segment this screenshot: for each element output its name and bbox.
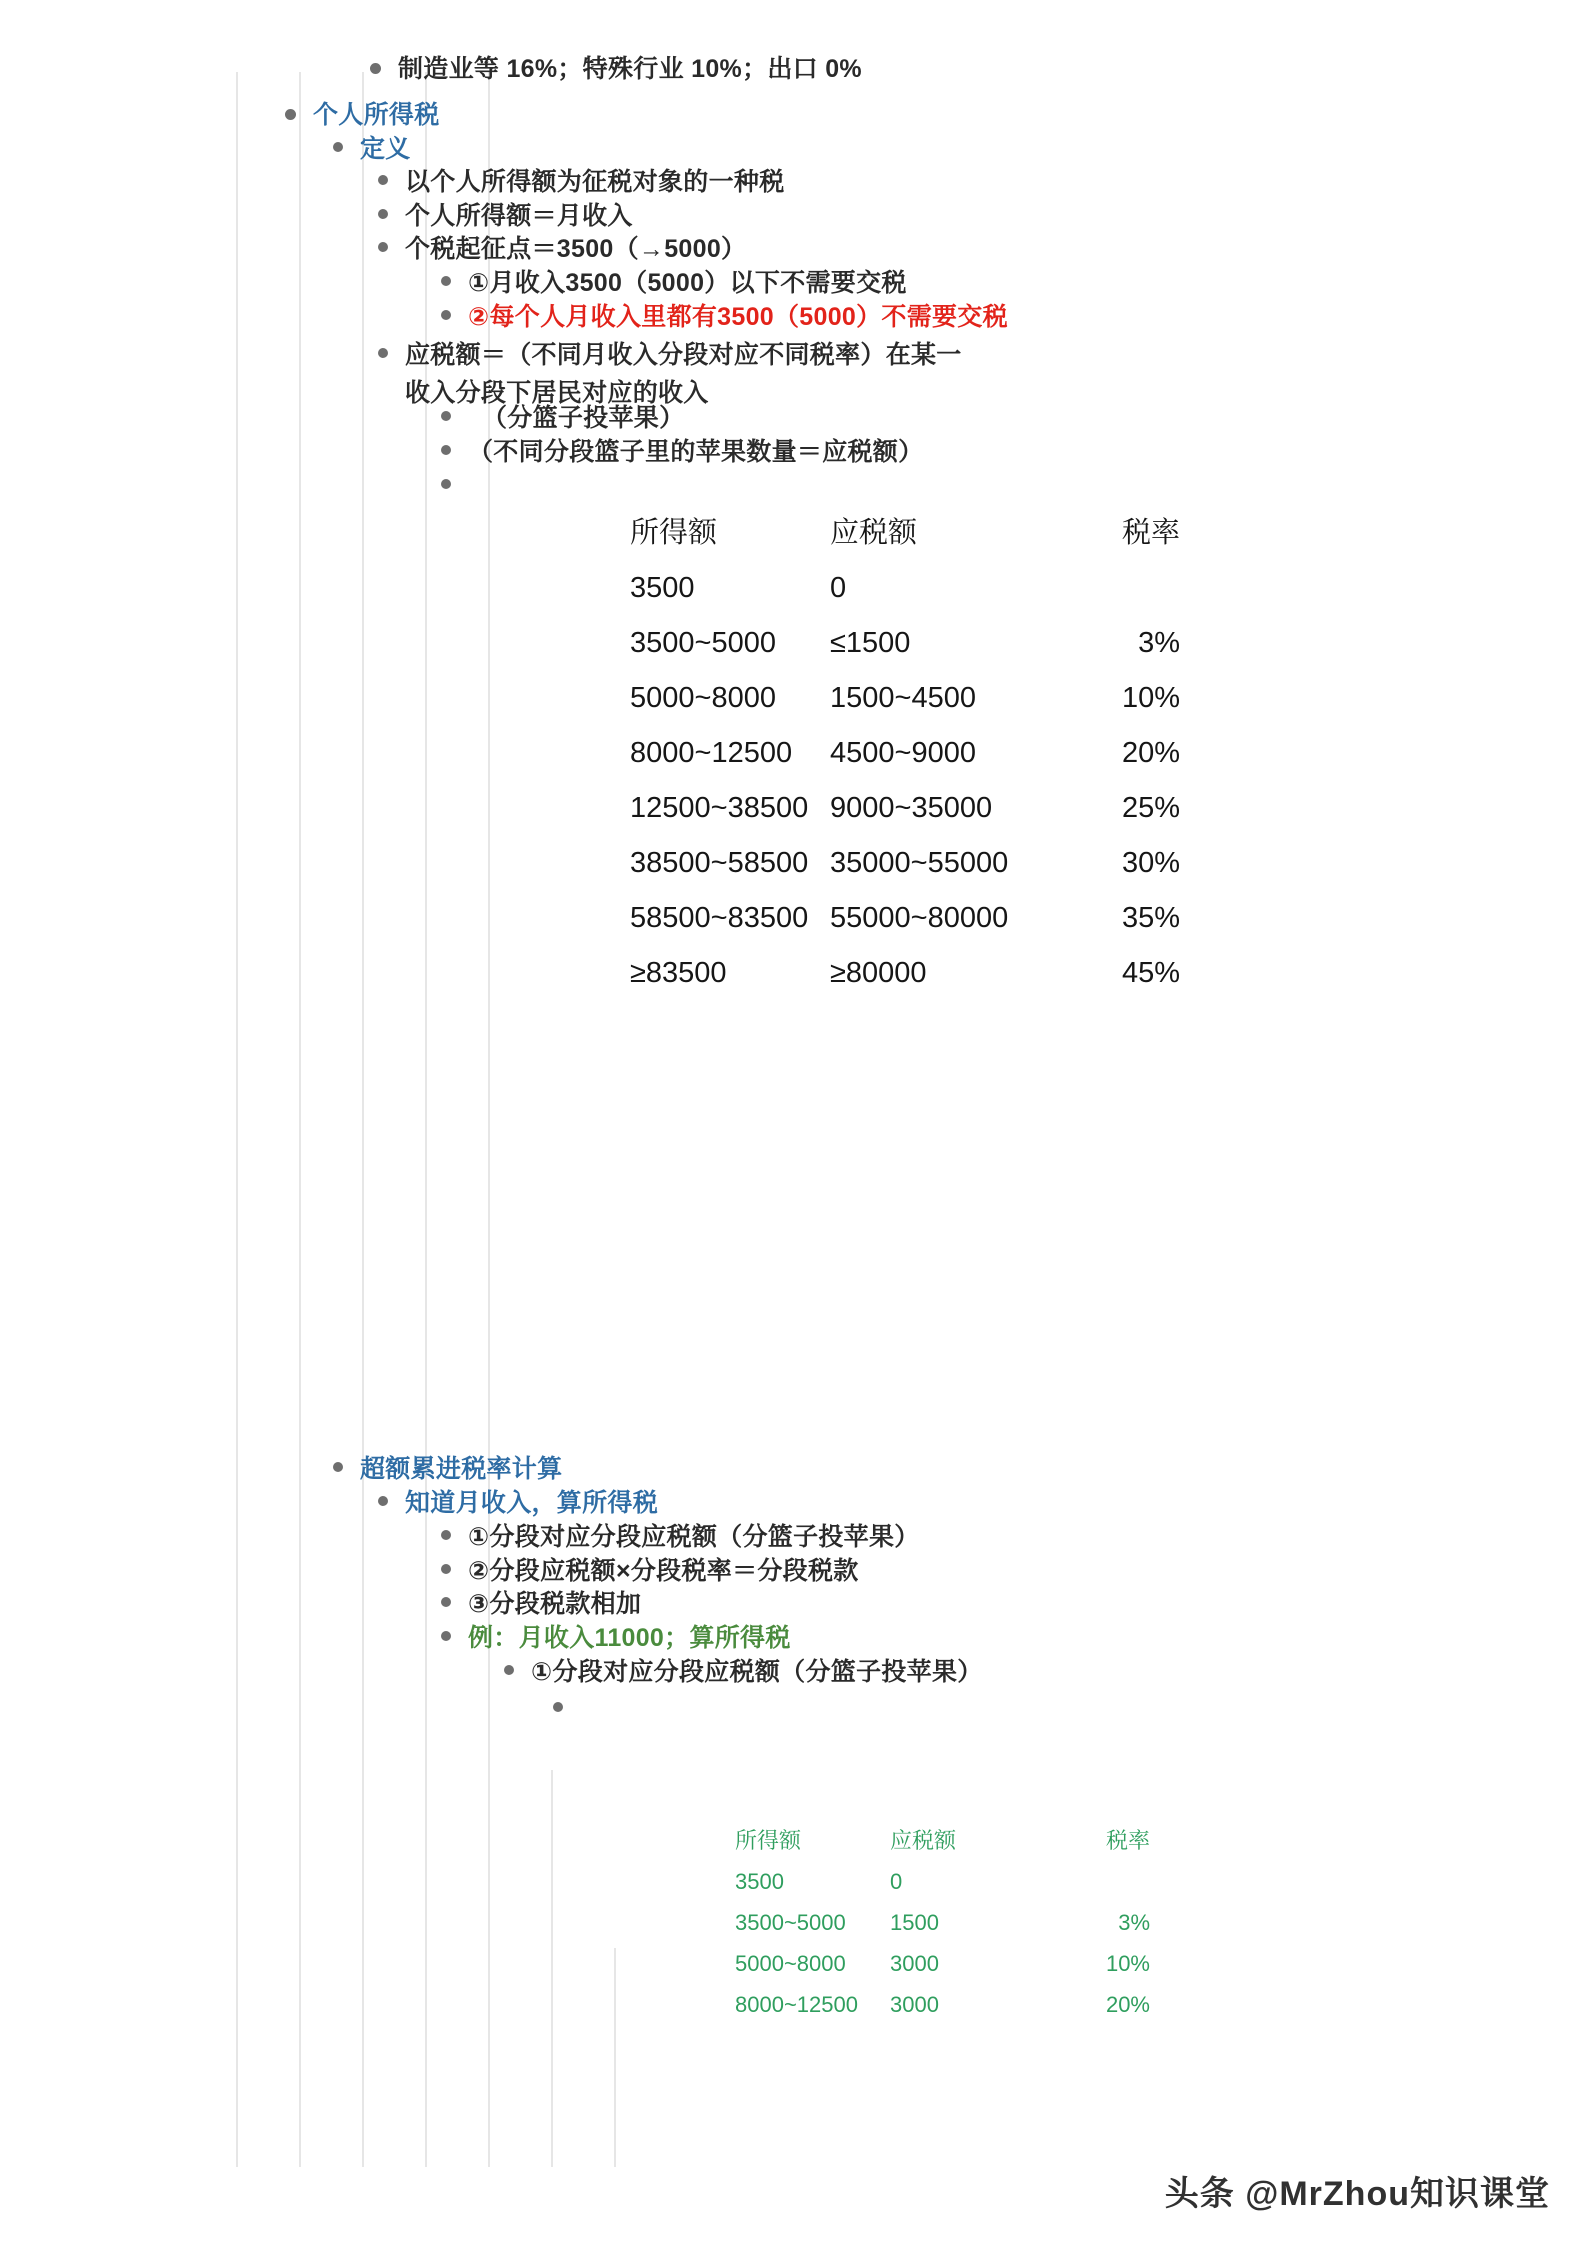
outline-item-threshold-note-2[interactable] <box>441 298 1008 336</box>
outline-text: 知道月收入，算所得税 <box>405 1489 659 1517</box>
outline-item-threshold-note-1[interactable] <box>441 264 907 302</box>
table-row <box>630 615 1180 670</box>
table-cell: 30% <box>1121 846 1180 879</box>
table-cell: 3500 <box>630 571 695 604</box>
outline-item-metaphor-2[interactable] <box>441 433 923 471</box>
outline-text: 例：月收入11000；算所得税 <box>468 1624 791 1652</box>
bullet-icon <box>441 1530 451 1540</box>
outline-item-metaphor-1[interactable] <box>441 399 684 437</box>
outline-item-threshold[interactable] <box>378 230 746 268</box>
table-row <box>630 945 1180 1000</box>
indent-rail-6 <box>551 1948 553 2167</box>
table-row <box>630 725 1180 780</box>
table-cell: ≥80000 <box>830 956 927 989</box>
bullet-icon <box>378 1496 388 1506</box>
outline-item-step-1[interactable] <box>441 1518 920 1556</box>
table-cell: 12500~38500 <box>630 791 809 824</box>
table-cell: 3% <box>1138 626 1180 659</box>
table-cell: 8000~12500 <box>735 1991 858 2017</box>
outline-text: 个人所得税 <box>313 101 440 129</box>
table-cell: 3500~5000 <box>735 1909 846 1935</box>
outline-item-example[interactable] <box>441 1619 791 1657</box>
outline-item-table-host[interactable] <box>441 467 468 489</box>
table-cell: 45% <box>1121 956 1180 989</box>
bullet-icon <box>441 1564 451 1574</box>
indent-rail-7 <box>614 1948 616 2167</box>
table-cell: 10% <box>1105 1950 1150 1976</box>
outline-item-step-3[interactable] <box>441 1585 641 1623</box>
indent-rail-1 <box>236 72 238 2167</box>
table-cell: 4500~9000 <box>830 736 976 769</box>
bullet-icon <box>378 242 388 252</box>
outline-item-progressive-calc[interactable] <box>333 1450 562 1488</box>
bullet-icon <box>441 276 451 286</box>
table-row <box>630 835 1180 890</box>
bullet-icon <box>378 209 388 219</box>
table-cell: 3% <box>1118 1909 1150 1935</box>
bullet-icon <box>378 175 388 185</box>
column-header: 所得额 <box>735 1827 802 1853</box>
table-header-row <box>735 1820 1150 1861</box>
bullet-icon <box>441 1597 451 1607</box>
table-cell: 38500~58500 <box>630 846 809 879</box>
outline-text: ①月收入3500（5000）以下不需要交税 <box>468 269 907 297</box>
outline-text: 以个人所得额为征税对象的一种税 <box>405 168 785 196</box>
outline-item-vat-rates[interactable] <box>370 50 862 88</box>
outline-text: （分篮子投苹果） <box>482 404 685 432</box>
outline-item-def-line-1[interactable] <box>378 163 785 201</box>
bullet-icon <box>378 348 388 358</box>
outline-text: ③分段税款相加 <box>468 1590 642 1618</box>
table-row <box>735 1943 1150 1984</box>
bracket-table-main <box>630 505 1180 1000</box>
table-cell: 1500~4500 <box>830 681 976 714</box>
table-row <box>735 1861 1150 1902</box>
outline-text: ①分段对应分段应税额（分篮子投苹果） <box>531 1658 983 1686</box>
table-cell: ≥83500 <box>630 956 727 989</box>
table-cell: 35000~55000 <box>830 846 1009 879</box>
indent-rail-sub-c <box>551 1770 553 1960</box>
bullet-icon <box>333 1462 343 1472</box>
outline-text: 个税起征点＝3500（→5000） <box>405 235 747 263</box>
table-cell: 3000 <box>890 1991 939 2017</box>
bullet-icon <box>441 445 451 455</box>
bullet-icon <box>333 142 343 152</box>
table-cell: 58500~83500 <box>630 901 809 934</box>
table-cell: 1500 <box>890 1909 939 1935</box>
outline-text: ①分段对应分段应税额（分篮子投苹果） <box>468 1523 920 1551</box>
column-header: 税率 <box>1121 516 1180 549</box>
table-cell: 8000~12500 <box>630 736 793 769</box>
table-cell: 0 <box>830 571 847 604</box>
bullet-icon <box>441 411 451 421</box>
outline-text: 应税额＝（不同月收入分段对应不同税率）在某一收入分段下居民对应的收入 <box>405 341 962 407</box>
table-row <box>735 1902 1150 1943</box>
bullet-icon <box>285 109 296 120</box>
outline-item-table-host-example[interactable] <box>553 1690 580 1712</box>
outline-item-personal-income-tax[interactable] <box>285 96 440 134</box>
bullet-icon <box>441 1631 451 1641</box>
table-cell: 20% <box>1121 736 1180 769</box>
table-cell: 55000~80000 <box>830 901 1009 934</box>
table-header-row <box>630 505 1180 560</box>
bullet-icon <box>553 1702 563 1712</box>
table-cell: 25% <box>1121 791 1180 824</box>
table-cell <box>1060 560 1180 615</box>
table-cell: 5000~8000 <box>630 681 776 714</box>
bullet-icon <box>441 310 451 320</box>
table-cell: 5000~8000 <box>735 1950 846 1976</box>
table-row <box>630 780 1180 835</box>
table-cell: 10% <box>1121 681 1180 714</box>
indent-rail-2 <box>299 72 301 2167</box>
indent-rail-3 <box>362 72 364 2167</box>
table-cell: 3500~5000 <box>630 626 776 659</box>
bracket-table-example <box>735 1820 1150 2025</box>
table-cell: 3500 <box>735 1868 784 1894</box>
table-cell: 35% <box>1121 901 1180 934</box>
table-row <box>630 560 1180 615</box>
outline-text: ②分段应税额×分段税率＝分段税款 <box>468 1557 859 1585</box>
table-cell: 0 <box>890 1868 903 1894</box>
outline-text: 定义 <box>360 135 411 163</box>
column-header: 税率 <box>1105 1827 1150 1853</box>
column-header: 应税额 <box>890 1827 957 1853</box>
outline-text: 制造业等 16%；特殊行业 10%；出口 0% <box>398 55 862 83</box>
outline-item-example-step-1[interactable] <box>504 1653 983 1691</box>
table-row <box>735 1984 1150 2025</box>
table-row <box>630 890 1180 945</box>
column-header: 应税额 <box>830 516 918 549</box>
bullet-icon <box>504 1665 514 1675</box>
outline-text: （不同分段篮子里的苹果数量＝应税额） <box>468 438 924 466</box>
outline-text: 个人所得额＝月收入 <box>405 202 633 230</box>
outline-text: 超额累进税率计算 <box>360 1455 563 1483</box>
bullet-icon <box>370 63 381 74</box>
column-header: 所得额 <box>630 516 718 549</box>
watermark-text: 头条 @MrZhou知识课堂 <box>1164 2175 1550 2213</box>
outline-text: ②每个人月收入里都有3500（5000）不需要交税 <box>468 303 1008 331</box>
bullet-icon <box>441 479 451 489</box>
indent-rail-sub-b <box>488 560 490 1400</box>
table-cell: 9000~35000 <box>830 791 993 824</box>
table-cell: 20% <box>1105 1991 1150 2017</box>
table-cell <box>1055 1861 1150 1902</box>
outline-item-know-income[interactable] <box>378 1484 658 1522</box>
table-cell: 3000 <box>890 1950 939 1976</box>
table-cell: ≤1500 <box>830 626 911 659</box>
table-row <box>630 670 1180 725</box>
